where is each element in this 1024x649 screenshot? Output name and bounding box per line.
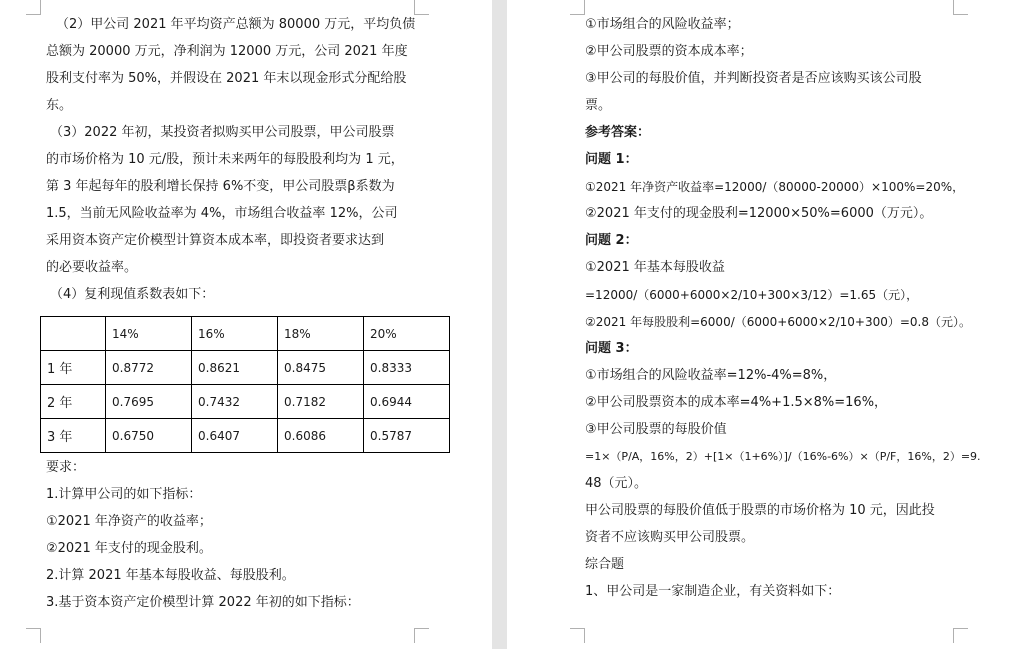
table-header-row <box>41 317 450 351</box>
paragraph-line: （4）复利现值系数表如下： <box>50 287 215 302</box>
paragraph-line: ②2021 年每股股利=6000/（6000+6000×2/10+300）=0.8（元）。 <box>585 315 971 329</box>
corner-mark <box>26 628 41 643</box>
document-page-left <box>0 0 492 649</box>
paragraph-line: 的市场价格为 10 元/股，预计未来两年的每股股利均为 1 元， <box>46 152 404 167</box>
paragraph-line: =12000/（6000+6000×2/10+300×3/12）=1.65（元）， <box>585 288 919 302</box>
paragraph-line: 票。 <box>585 98 612 113</box>
page-gap <box>492 0 507 649</box>
paragraph-line: ③甲公司的每股价值，并判断投资者是否应该购买该公司股 <box>585 71 922 86</box>
table-cell: 18% <box>278 317 364 351</box>
paragraph-line: ②甲公司股票资本的成本率=4%+1.5×8%=16%， <box>585 395 888 410</box>
paragraph-line: ①2021 年净资产的收益率； <box>46 514 212 529</box>
table-cell: 3 年 <box>41 419 106 453</box>
table-cell: 0.8772 <box>106 351 192 385</box>
table-row <box>41 351 450 385</box>
table-cell: 0.7432 <box>192 385 278 419</box>
paragraph-line: ③甲公司股票的每股价值 <box>585 422 727 437</box>
paragraph-line: 甲公司股票的每股价值低于股票的市场价格为 10 元，因此投 <box>585 503 935 518</box>
corner-mark <box>953 0 968 15</box>
paragraph-line: ②甲公司股票的资本成本率； <box>585 44 753 59</box>
section-heading: 问题 2： <box>585 233 638 248</box>
paragraph-line: ②2021 年支付的现金股利=12000×50%=6000（万元）。 <box>585 206 933 221</box>
table-cell: 0.7182 <box>278 385 364 419</box>
paragraph-line: ①2021 年基本每股收益 <box>585 260 725 275</box>
paragraph-line: 股利支付率为 50%，并假设在 2021 年末以现金形式分配给股 <box>46 71 407 86</box>
table-cell: 20% <box>364 317 450 351</box>
table-cell: 0.8475 <box>278 351 364 385</box>
table-cell: 0.5787 <box>364 419 450 453</box>
paragraph-line: 东。 <box>46 98 73 113</box>
paragraph-line: 采用资本资产定价模型计算资本成本率，即投资者要求达到 <box>46 233 385 248</box>
table-cell: 1 年 <box>41 351 106 385</box>
table-cell: 0.8621 <box>192 351 278 385</box>
table-cell: 0.6086 <box>278 419 364 453</box>
table-row <box>41 385 450 419</box>
corner-mark <box>414 0 429 15</box>
table-cell: 0.8333 <box>364 351 450 385</box>
paragraph-line: （2）甲公司 2021 年平均资产总额为 80000 万元，平均负债 <box>56 17 416 32</box>
present-value-table <box>40 316 450 453</box>
paragraph-line: 总额为 20000 万元，净利润为 12000 万元，公司 2021 年度 <box>46 44 408 59</box>
paragraph-line: 1.5，当前无风险收益率为 4%，市场组合收益率 12%，公司 <box>46 206 398 221</box>
corner-mark <box>570 628 585 643</box>
paragraph-line: ②2021 年支付的现金股利。 <box>46 541 212 556</box>
corner-mark <box>414 628 429 643</box>
corner-mark <box>953 628 968 643</box>
paragraph-line: =1×（P/A，16%，2）+[1×（1+6%）]/（16%-6%）×（P/F，16%，2）=9. <box>585 450 981 463</box>
table-cell: 0.6944 <box>364 385 450 419</box>
paragraph-line: 资者不应该购买甲公司股票。 <box>585 530 755 545</box>
paragraph-line: 的必要收益率。 <box>46 260 138 275</box>
paragraph-line: ①市场组合的风险收益率； <box>585 17 740 32</box>
section-heading: 问题 3： <box>585 341 638 356</box>
table-cell: 0.6750 <box>106 419 192 453</box>
corner-mark <box>570 0 585 15</box>
table-cell <box>41 317 106 351</box>
paragraph-line: 48（元）。 <box>585 476 648 491</box>
paragraph-line: ①市场组合的风险收益率=12%-4%=8%， <box>585 368 837 383</box>
table-row <box>41 419 450 453</box>
paragraph-line: 要求： <box>46 460 86 475</box>
paragraph-line: 1、甲公司是一家制造企业，有关资料如下： <box>585 584 841 599</box>
document-page-right <box>507 0 1024 649</box>
paragraph-line: 综合题 <box>585 557 625 572</box>
paragraph-line: 第 3 年起每年的股利增长保持 6%不变，甲公司股票β系数为 <box>46 179 395 194</box>
section-heading: 问题 1： <box>585 152 638 167</box>
section-heading: 参考答案： <box>585 125 651 140</box>
table-cell: 16% <box>192 317 278 351</box>
table-cell: 14% <box>106 317 192 351</box>
paragraph-line: ①2021 年净资产收益率=12000/（80000-20000）×100%=20%， <box>585 180 965 194</box>
paragraph-line: （3）2022 年初，某投资者拟购买甲公司股票，甲公司股票 <box>50 125 395 140</box>
table-cell: 2 年 <box>41 385 106 419</box>
corner-mark <box>26 0 41 15</box>
paragraph-line: 3.基于资本资产定价模型计算 2022 年初的如下指标： <box>46 595 360 610</box>
table-cell: 0.7695 <box>106 385 192 419</box>
paragraph-line: 1.计算甲公司的如下指标： <box>46 487 202 502</box>
table-cell: 0.6407 <box>192 419 278 453</box>
paragraph-line: 2.计算 2021 年基本每股收益、每股股利。 <box>46 568 295 583</box>
